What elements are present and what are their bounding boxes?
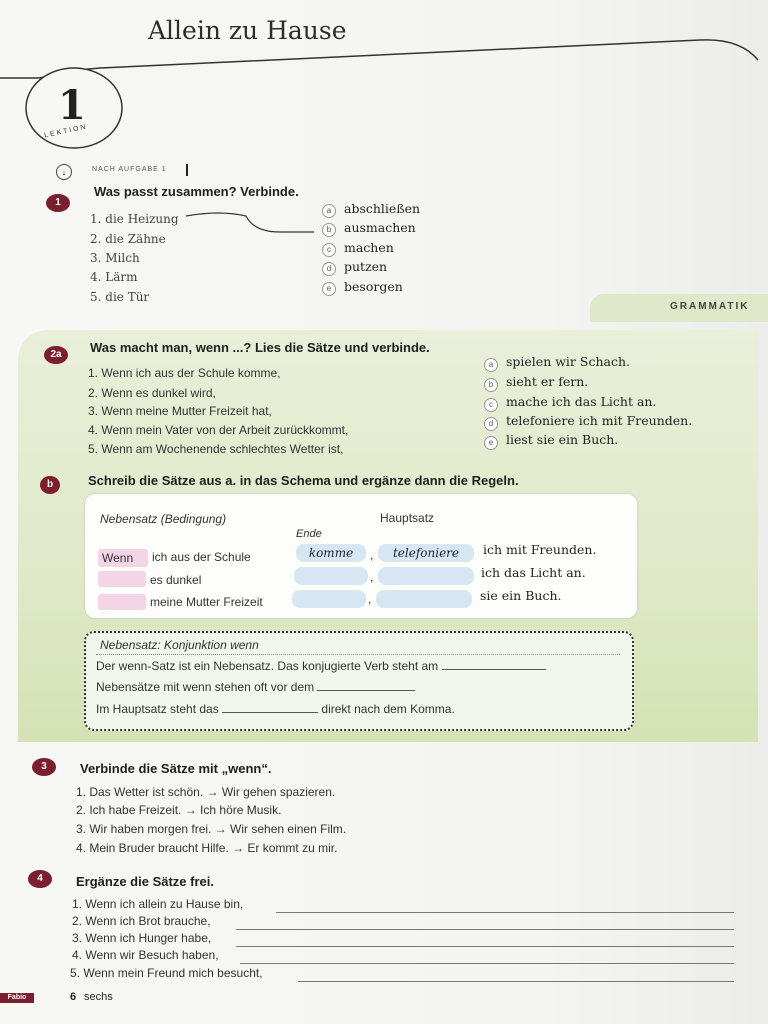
ex2a-right-item: mache ich das Licht an. bbox=[506, 394, 657, 409]
rule-line-2 bbox=[96, 680, 415, 694]
rule-blank-1[interactable] bbox=[442, 669, 546, 670]
schema-col-hauptsatz: Hauptsatz bbox=[380, 511, 435, 525]
nach-aufgabe-label: NACH AUFGABE 1 bbox=[92, 166, 167, 173]
ex1-left-item: 1. die Heizung bbox=[90, 212, 179, 226]
ex2a-right-item: telefoniere ich mit Freunden. bbox=[506, 413, 693, 428]
rule-line-3b-text: direkt nach dem Komma. bbox=[321, 702, 455, 716]
schema-verb-input[interactable]: komme bbox=[296, 544, 366, 562]
schema-verb-input[interactable] bbox=[292, 590, 366, 608]
exercise-3-badge: 3 bbox=[32, 758, 56, 776]
ex1-left-item: 4. Lärm bbox=[90, 270, 138, 284]
lesson-label: LEKTION bbox=[43, 123, 89, 140]
exercise-2a-badge: 2a bbox=[44, 346, 68, 364]
schema-wenn-cell: Wenn bbox=[98, 549, 148, 567]
schema-comma: , bbox=[370, 570, 374, 584]
exercise-1-badge: 1 bbox=[46, 194, 70, 212]
rule-line-3a-text: Im Hauptsatz steht das bbox=[96, 702, 219, 716]
ex4-answer-line[interactable] bbox=[298, 980, 734, 982]
ex1-letter-b: b bbox=[322, 223, 336, 237]
schema-nebensatz-text: ich aus der Schule bbox=[152, 550, 251, 564]
publisher-tag: Fabio bbox=[0, 993, 34, 1003]
arrow-down-icon: ↓ bbox=[56, 164, 72, 180]
text-cursor bbox=[186, 164, 188, 176]
schema-hauptsatz-rest: ich das Licht an. bbox=[481, 565, 586, 580]
exercise-4-badge: 4 bbox=[28, 870, 52, 888]
ex2a-letter-e: e bbox=[484, 436, 498, 450]
schema-ende-label: Ende bbox=[296, 528, 322, 540]
schema-haupt-verb-input[interactable] bbox=[378, 567, 474, 585]
schema-haupt-verb-input[interactable] bbox=[376, 590, 472, 608]
schema-nebensatz-text: es dunkel bbox=[150, 573, 202, 587]
grammatik-label: GRAMMATIK bbox=[670, 301, 750, 312]
schema-comma: , bbox=[370, 548, 374, 562]
ex3-item: 4. Mein Bruder braucht Hilfe. → Er kommt zu mir. bbox=[76, 841, 338, 855]
ex2a-right-item: spielen wir Schach. bbox=[506, 354, 630, 369]
ex2a-right-item: sieht er fern. bbox=[506, 374, 589, 389]
ex3-item: 2. Ich habe Freizeit. → Ich höre Musik. bbox=[76, 803, 282, 817]
ex1-right-item: besorgen bbox=[344, 279, 403, 294]
schema-comma: , bbox=[368, 592, 372, 606]
rule-title: Nebensatz: Konjunktion wenn bbox=[100, 638, 259, 652]
exercise-2b-heading: Schreib die Sätze aus a. in das Schema und ergänze dann die Regeln. bbox=[88, 473, 519, 488]
schema-verb-input[interactable] bbox=[294, 567, 368, 585]
ex2a-letter-a: a bbox=[484, 358, 498, 372]
exercise-3-heading: Verbinde die Sätze mit „wenn“. bbox=[80, 761, 272, 776]
ex2a-left-item: 4. Wenn mein Vater von der Arbeit zurückkommt, bbox=[88, 423, 349, 437]
ex4-answer-line[interactable] bbox=[236, 945, 734, 947]
ex1-letter-d: d bbox=[322, 262, 336, 276]
ex4-answer-line[interactable] bbox=[240, 962, 734, 964]
rule-line-2-text: Nebensätze mit wenn stehen oft vor dem bbox=[96, 680, 315, 694]
ex1-right-item: ausmachen bbox=[344, 220, 416, 235]
schema-hauptsatz-rest: ich mit Freunden. bbox=[483, 542, 597, 557]
ex4-answer-line[interactable] bbox=[236, 928, 734, 930]
ex1-right-item: putzen bbox=[344, 259, 388, 274]
exercise-4-heading: Ergänze die Sätze frei. bbox=[76, 874, 214, 889]
rule-divider bbox=[96, 654, 620, 655]
ex2a-letter-c: c bbox=[484, 398, 498, 412]
ex1-left-item: 2. die Zähne bbox=[90, 232, 166, 246]
rule-line-1-text: Der wenn-Satz ist ein Nebensatz. Das konjugierte Verb steht am bbox=[96, 659, 439, 673]
exercise-2a-heading: Was macht man, wenn ...? Lies die Sätze und verbinde. bbox=[90, 340, 430, 355]
rule-line-1 bbox=[96, 659, 546, 673]
ex1-letter-e: e bbox=[322, 282, 336, 296]
schema-haupt-verb-input[interactable]: telefoniere bbox=[378, 544, 474, 562]
ex3-item: 3. Wir haben morgen frei. → Wir sehen einen Film. bbox=[76, 822, 347, 836]
ex4-answer-line[interactable] bbox=[276, 911, 734, 913]
ex2a-right-item: liest sie ein Buch. bbox=[506, 432, 619, 447]
ex1-left-item: 5. die Tür bbox=[90, 290, 150, 304]
page-title: Allein zu Hause bbox=[148, 16, 347, 45]
ex3-item: 1. Das Wetter ist schön. → Wir gehen spazieren. bbox=[76, 785, 336, 799]
exercise-1-heading: Was passt zusammen? Verbinde. bbox=[94, 184, 299, 199]
page-number: 6 bbox=[70, 991, 77, 1003]
schema-wenn-cell[interactable] bbox=[98, 571, 146, 587]
handwritten-connection-line bbox=[180, 208, 320, 238]
ex2a-letter-b: b bbox=[484, 378, 498, 392]
ex1-right-item: machen bbox=[344, 240, 394, 255]
schema-nebensatz-text: meine Mutter Freizeit bbox=[150, 595, 263, 609]
schema-col-nebensatz: Nebensatz (Bedingung) bbox=[100, 512, 227, 526]
ex1-letter-a: a bbox=[322, 204, 336, 218]
rule-blank-2[interactable] bbox=[317, 690, 415, 691]
page-number-word: sechs bbox=[84, 991, 113, 1003]
ex4-item: 3. Wenn ich Hunger habe, bbox=[72, 931, 212, 945]
ex4-item: 5. Wenn mein Freund mich besucht, bbox=[70, 966, 263, 980]
schema-wenn-cell[interactable] bbox=[98, 594, 146, 610]
ex2a-left-item: 5. Wenn am Wochenende schlechtes Wetter ist, bbox=[88, 442, 344, 456]
header-lines bbox=[0, 0, 768, 170]
ex1-right-item: abschließen bbox=[344, 201, 421, 216]
rule-line-3 bbox=[96, 702, 455, 716]
ex4-item: 4. Wenn wir Besuch haben, bbox=[72, 948, 219, 962]
lesson-number: 1 bbox=[58, 82, 86, 129]
exercise-2b-badge: b bbox=[40, 476, 60, 494]
ex1-left-item: 3. Milch bbox=[90, 251, 140, 265]
ex2a-left-item: 3. Wenn meine Mutter Freizeit hat, bbox=[88, 404, 272, 418]
ex2a-left-item: 2. Wenn es dunkel wird, bbox=[88, 386, 216, 400]
ex1-letter-c: c bbox=[322, 243, 336, 257]
ex4-item: 2. Wenn ich Brot brauche, bbox=[72, 914, 211, 928]
rule-blank-3[interactable] bbox=[222, 712, 318, 713]
schema-hauptsatz-rest: sie ein Buch. bbox=[480, 588, 562, 603]
ex4-item: 1. Wenn ich allein zu Hause bin, bbox=[72, 897, 244, 911]
ex2a-left-item: 1. Wenn ich aus der Schule komme, bbox=[88, 366, 281, 380]
ex2a-letter-d: d bbox=[484, 417, 498, 431]
